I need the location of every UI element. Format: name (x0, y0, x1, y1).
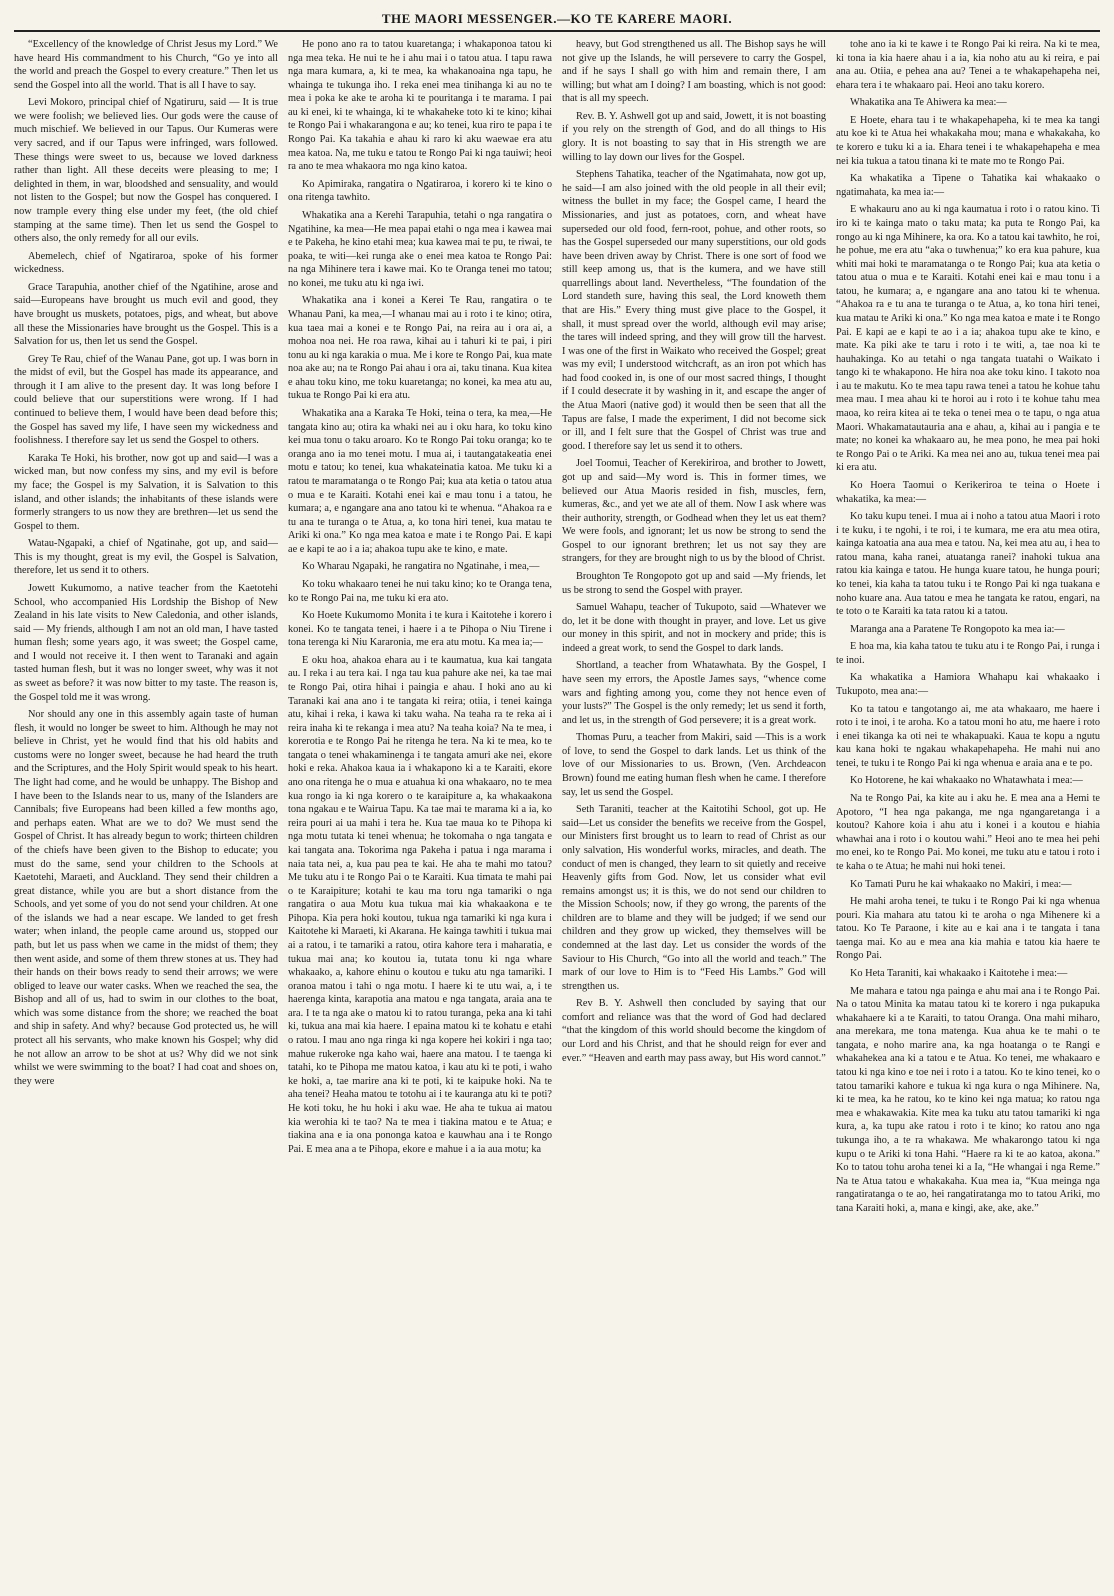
paragraph: Ko ta tatou e tangotango ai, me ata whakaaro, me haere i roto i te inoi, i te aroha. Ko a tatou moni ho atu, me haere i roto i enei tikanga ka oti nei te whakapuaki. Kaua te kopu a ngutu kau kana hoki te ngakau whakapehapeha. He mahi nui ano tenei, te tuku i te Rongo Pai ki nga whenua e araia ana e te po. (836, 703, 1100, 769)
paragraph: He pono ano ra to tatou kuaretanga; i whakaponoa tatou ki nga mea teka. He nui te he i ahu mai i o tatou atua. I tapu rawa nga mara kumara, a, ki te mea, ka whakanoaina nga tapu, he whainga te tukunga iho. I reka enei mea tinihanga ki au no te mea i poka ke ake te aroha ki te pouritanga i te marama. I pai au ki enei, ki te whainga, ki te whakaheke toto ki te kino; kihai te Rongo Pai i whakarangona e au; ko tenei, kua riro te papa i te Rongo Pai. Ka takahia e ahau ki raro ki aku waewae era atu mea katoa. Na, me tuku e tatou te Rongo Pai ki nga tauiwi; heoi ra ano te mea whakaora mo nga kino katoa. (288, 39, 552, 173)
paragraph: Samuel Wahapu, teacher of Tukupoto, said —Whatever we do, let it be done with thought in prayer, and love. Let us give our money in this spirit, and not in mockery and pride; this is indeed a great work, to send the Gospel to dark lands. (562, 602, 826, 654)
paragraph: Na te Rongo Pai, ka kite au i aku he. E mea ana a Hemi te Apotoro, “I hea nga pakanga, me nga ngangaretanga i a koutou? Kahore koia i ahu atu i konei i a koutou e hiahia whawhai ana i roto i o koutou wahi.” Heoi ano te mea hei pehi mo enei, ko te Rongo Pai. Mo konei, me tuku atu e tatou i roto i te kaha o te Atua; he mahi nui hoki tenei. (836, 793, 1100, 872)
paragraph: Joel Toomui, Teacher of Kerekiriroa, and brother to Jowett, got up and said—My word is. This in former times, we believed our Atua Maoris resided in fish, muscles, fern, kumeras, &c., and yet we ate all of them. Now I ask where was their authority, strength, or Godhead when they let us eat them? We were fools, and ignorant; let us now be strong to send the Gospel to our ignorant brethren; let us not say they are strangers, for they are brought nigh to us by the blood of Christ. (562, 458, 826, 565)
columns (14, 38, 1100, 1590)
paragraph: E whakauru ano au ki nga kaumatua i roto i o ratou kino. Ti iro ki te kainga mato o taku mata; ka puta te Rongo Pai, ka rongo au ki nga Mihinere, ka ora. Ko a tatou kai tawhito, he roi, he pohue, me era atu “aka o tuwhenua;” ko era kua pahure, kua whiti mai hoki te maramatanga o te Rongo Pai; kua ata ketia o tatou atua o mua e te Karaiti. Kotahi enei kai e mau tonu i a tatou, he kumara; a, e ngangare ana ano tatou ki te whenua. “Ahakoa ra e tu ana te turanga o te Atua, a, ko tona hiri tenei, kua matau te Ariki ki ona.” Ko nga mea katoa e mate i te Rongo Pai. E kapi ae e kapi te ao i a ia; ahakoa tupu ake te kino, e mate. Ka piki ake te taru i roto i te witi, a, tae noa ki te hauhakinga. Ko au tetahi o nga tangata tuatahi o Waikato i tango ki te whakapono. He hira noa ake toku kino. I takoto noa i au te makutu. Ko te mea tapu rawa tenei a tatou he kohue tahu mea mau. I mea ahau ki te horoi au i roto i te kohue tahu mea maoa, ko reira kitea ai te teka o tenei mea o te tapu, o nga atua Maori. Whakamatautauria ana e ahau, a, kihai au i pangia e te mate; no konei ka whakaaro au, he mea pono, he mea pai hoki te Rongo Pai o te Ariki. Ka mea nei ano au, tukua tenei mea pai ki era atu. (836, 204, 1100, 474)
paragraph: Ko Tamati Puru he kai whakaako no Makiri, i mea:— (850, 878, 1072, 890)
paragraph: Ko Hoera Taomui o Kerikeriroa te teina o Hoete i whakatika, ka mea:— (836, 479, 1100, 505)
paragraph: Levi Mokoro, principal chief of Ngatiruru, said — It is true we were foolish; we believed lies. Our gods were the cause of much mischief. We believed in our Tapus. Our Kumeras were very sacred, and if our Tapus were infringed, wars followed. These things were sweet to us, because we loved darkness rather than light. All these deceits were pleasing to me; I delighted in them, in war, bloodshed and sensuality, and would not listen to the Gospel; but now the Gospel has conquered. I now trample every thing else under my feet, (the old chief stamping at the same time). Then let us send the Gospel to others also, the only remedy for all our evils. (14, 97, 278, 245)
paragraph: heavy, but God strengthened us all. The Bishop says he will not give up the Islands, he will persevere to carry the Gospel, and if he says I shall go with him and remain there, I am willing; but what am I doing? I am boasting, which is not good: that is all my speech. (562, 39, 826, 105)
paragraph: Ko toku whakaaro tenei he nui taku kino; ko te Oranga tena, ko te Rongo Pai na, me tuku ki era ato. (288, 578, 552, 604)
paragraph: Nor should any one in this assembly again taste of human flesh, it would no longer be sweet to him. Although he may not believe in Christ, yet he would find that his old habits and customs were no longer sweet, because he had heard the truth and the Scriptures, and the Holy Spirit would speak to his heart. The light had come, and he would be unhappy. The Bishop and I have been to the Islands near to us, many of the Islanders are Cannibals; five Europeans had been killed a few months ago, and perhaps eaten. What are we to do? We must send the Gospel of Christ. It has already begun to work; thirteen children of the chiefs have been given to the Bishop to educate; you must do the same, send your children to the Schools at Kaetotehi, Maraeti, and Auckland. They send their children a great distance, while you are but a short distance from the Schools, and yet some of you do not send your children. At one of the islands we had a near escape. We landed to get fresh water; when inland, the people came around us, stopped our path, but let us pass when we came in the midst of them; they then went aside, and some of them threw stones at us. They had their hands on their bows ready to send their arrows; we were obliged to leave our water casks. When we reached the sea, the Bishop and all of us, had to swim in our clothes to the boat, which was some distance from the shore; we reached the boat and ship in safety. And why? because God protected us, he will protect all his servants, who make known his Gospel; why did he not allow an arrow to be shot at us? Why did we not sink whilst we were swimming to the boat? I had coat and shoes on, they were (14, 709, 278, 1087)
paragraph: He mahi aroha tenei, te tuku i te Rongo Pai ki nga whenua pouri. Kia mahara atu tatou ki te aroha o nga Mihenere ki a tatou. Ko Te Paraone, i kite au e kai ana i te tangata i tana taenga mai. Ko au e mea ana kia mahia e tatou kia haere te Rongo Pai. (836, 896, 1100, 962)
paragraph: E oku hoa, ahakoa ehara au i te kaumatua, kua kai tangata au. I reka i au tera kai. I nga tau kua pahure ake nei, ka tae mai te Rongo Pai, otira hihai i paingia e ahau. I hoki ano au ki Taranaki kai ana ano i te tangata ki reira; otiia, i tenei kainga atu, kihai i reka, i kawa ki taku waha. Na teaha ra te reka ai i reira inaha ki te rekanga i mea atu? Na teaha koia? Na te mea, i korerotia e te Rongo Pai he ritenga he tera. Na ki te mea, ko te tangata o tenei whakaminenga i te tangata amuri ake nei, ekore hoki e reka. Ahakoa kaua ia i whakapono ki a te Karaiti, ekore ano ona ritenga he o mua e atuahua ki ona whakaaro, no te mea kua rongo ia ki nga korero o te karaipiture a, ka whakaakona tona ngakau e te Wairua Tapu. Ka tae mai te marama ki a ia, ko reira pouri ai ua mahi i tera he. Kua tae maua ko te Pihopa ki nga motu tutata ki tenei whenua; he tokomaha o nga tangata e kai tangata ana. Tokorima nga Pakeha i patua i nga marama i naia tata nei, a, kua pau pea te kai. He aha te mahi mo tatou? Me tuku atu i te Rongo Pai o te Karaiti. Kua timata te mahi pai o te Karaipiture; kotahi te kau ma toru nga tamariki o nga rangatira o aua Motu kua tukua mai kia whakaakona e te Pihopa. Kia pera hoki koutou, tukua nga tamariki ki nga kura i Kaitotehe ki Maraeti, ki Akarana. He kainga tawhiti i tukua mai ai a ratou, i te tamariki a ratou, otira kahore tera i maharatia, e tukua mai ana; ko koutou ia, tutata tonu ki nga whare whakaako, a, kahore ehinu o koutou e tuku atu nga tamariki. I oranoa matou i tahi o nga motu. I haere ki te utu wai, a, i te haerenga kinta, karapotia ana matou e nga tangata, araia ana te ara. I te ta nga ake o matou ki to ratou turanga, peka ana ki tahi ki, tukua ana mai kia haere. I epaina matou ki te kohatu e etahi o ratou. I mau ano nga ringa ki nga kopere hei kokiri i nga tao; mahue rukeroke nga kaho wai, haere ana matou. I te taenga ki tatahi, ko te Pihopa me matou katoa, i kau atu ki te poti, i waho ke hoki, a, tae marire ana ki te poti, ki te kaipuke hoki. Na te aha tenei? Heaha matou te totohu ai i te kauranga atu ki te poti? He koti toku, he hu hoki i aku wae. He aha te tukua ai matou kia werohia ki te tao? Na te mea i tiakina matou e te Atua; e tiakina ana e ia ona pononga katoa e kauwhau ana i te Rongo Pai. E mea ana a te Pihopa, ekore e mahue i a ia aua motu; ka (288, 654, 552, 1155)
paragraph: Karaka Te Hoki, his brother, now got up and said—I was a wicked man, but now confess my sins, and my evil is before my face; the Gospel is my Salvation, it is Salvation to this island, and other islands; the inhabitants of these islands were formerly strangers to us now they are brethren—let us send the Gospel to them. (14, 452, 278, 532)
paragraph: Broughton Te Rongopoto got up and said —My friends, let us be strong to send the Gospel with prayer. (562, 570, 826, 596)
paragraph: Whakatika ana i konei a Kerei Te Rau, rangatira o te Whanau Pani, ka mea,—I whanau mai au i roto i te kino; otira, kua taea mai a konei e te Rongo Pai, na reira au i ora ai, a mohoa noa nei. He roa rawa, kihai au i tahuri ki te pai, i piri tonu au ki nga karakia o mua. Me i kore te Rongo Pai, kua mate noa ake au; na te Rongo Pai ahau i ora ai, taku tinana. Kua kitea e ahau toku kino, me toku kuaretanga; no konei, ka mea atu au, tukua te Rongo Pai ki era atu. (288, 295, 552, 402)
paragraph: Abemelech, chief of Ngatiraroa, spoke of his former wickedness. (14, 250, 278, 276)
paragraph: Watau-Ngapaki, a chief of Ngatinahe, got up, and said—This is my thought, great is my evil, the Gospel is Salvation, therefore, let us send it to others. (14, 538, 278, 577)
paragraph: Grey Te Rau, chief of the Wanau Pane, got up. I was born in the midst of evil, but the Gospel has made its appearance, and through it I am alive to the present day. It was long before I could believe that our superstitions were wrong. If I had continued to believe them, I would have been dead before this; the Gospel has saved my life, I have seen my wickedness and foolishness. I therefore say let us send the Gospel to others. (14, 353, 278, 447)
paragraph: Grace Tarapuhia, another chief of the Ngatihine, arose and said—Europeans have brought us much evil and good, they have brought us muskets, potatoes, pigs, and wheat, but above all these the Missionaries have brought us the Gospel. This is a Salvation for us, then let us send the Gospel. (14, 281, 278, 348)
paragraph: Ka whakatika a Tipene o Tahatika kai whakaako o ngatimahata, ka mea ia:— (836, 173, 1100, 198)
paragraph: Rev B. Y. Ashwell then concluded by saying that our comfort and reliance was that the word of God had declared “that the kingdom of this world should become the kingdom of our Lord and his Christ, and that he should reign for ever and ever.” “Heaven and earth may pass away, but His word cannot.” (562, 998, 826, 1064)
column-3 (562, 38, 826, 1590)
page-header: THE MAORI MESSENGER.—KO TE KARERE MAORI. (381, 11, 733, 26)
paragraph: Whakatika ana a Karaka Te Hoki, teina o tera, ka mea,—He tangata kino au; otira ka whaki nei au i oku hara, ko toku kino kei mua tonu o taku aroaro. Ko te Rongo Pai toku oranga; ko te oranga ano ia mo tenei motu. I mua ai, i tautangatakeatia enei motu e tatou; ko tenei, kua whakateinatia katoa. Me tuku ki a ratou te maramatanga o te Rongo Pai; kua ata ketia o tatou atua o mua e te Karaiti. Kotahi enei kai e mau tonu i a tatou, he kumara; a, e ngangare ana ano tatou ki te whenua. “Ahakoa ra e tu ana te turanga o te Atua, a, ko tona hiri tenei, kua matau te Ariki ki ona.” Ko nga mea katoa e mate i te Rongo Pai. E kapi ae e kapi te ao i a ia; ahakoa tupu ake te kino, e mate. (288, 408, 552, 555)
paragraph: Whakatika ana a Kerehi Tarapuhia, tetahi o nga rangatira o Ngatihine, ka mea—He mea papai etahi o nga mea i kawea mai e te Pakeha, he kino etahi mea; kua kawea mai te pu, te riwai, te poaka, te witi—kei runga ake o enei mea katoa te Rongo Pai: na nga Mihinere tera i kawe mai. Ko te Oranga tenei mo tatou; no konei, me tuku atu ki nga iwi. (288, 209, 552, 289)
paragraph: Stephens Tahatika, teacher of the Ngatimahata, now got up, he said—I am also joined with the old people in all their evil; witness the bullet in my face; the Gospel came, I heard the Missionaries, and just as potatoes, corn, and wheat have superseded our old food, fern-root, pohue, and other roots, so has the Gospel superseded our many superstitions, our old gods have been driven away by Christ. There is one sort of food we still keep among us, that is the kumera, and we have still quarrellings about land. Nevertheless, “The foundation of the Lord standeth sure, having this seal, the Lord knoweth them that are His.” Every thing must give place to the Gospel, it shall, it must spread over the world, although evil may arise; the tares will indeed spring, and they will grow till the harvest. I was one of the first in Waikato who received the Gospel; great was my evil; I understood witchcraft, as an iron pot which has had food cooked in, is one of our most sacred things, I thought if I could desecrate it by washing in it, and escape the anger of the Atua Maori (native god) it would then be seen that all the Tapus are false, I made the experiment, I did not become sick or ill, and I felt sure that the Gospel of Christ was true and good. I therefore say let us send it to others. (562, 169, 826, 452)
paragraph: Shortland, a teacher from Whatawhata. By the Gospel, I have seen my errors, the Apostle James says, “whence come wars and fighting among you, come they not hence even of your lusts?” The Gospel is the only remedy; let us send it forth, and let us, in the strength of God persevere; it is a great work. (562, 660, 826, 726)
paragraph: Rev. B. Y. Ashwell got up and said, Jowett, it is not boasting if you rely on the strength of God, and do all things to His glory. It is not boasting to say that in His strength we are willing to lay down our lives for the Gospel. (562, 110, 826, 163)
paragraph: E Hoete, ehara tau i te whakapehapeha, ki te mea ka tangi atu koe ki te Atua hei whakakaha mou; mana e whakakaha, ko te korero e tuku ki a ia. Ehara tenei i te whakapehapeha e mea nei kia tukua a tatou tinana ki te mate mo te Rongo Pai. (836, 114, 1100, 167)
paragraph: Me mahara e tatou nga painga e ahu mai ana i te Rongo Pai. Na o tatou Minita ka matau tatou ki te korero i nga pukapuka whakahaere ki a te Karaiti, to tatou Oranga. Ona mahi miharo, ana merekara, me tona matenga. Kua ahua ke te mahi o te tangata, e noho marire ana, ka nga hoatanga o te Rangi e whakahekea ana ki a tatou e te Atua. Ko tenei, me whakaaro e tatou ki nga kino e toe nei i roto i a tatou. Ko te kino tenei, ko o tatou tamariki kahore e tukua ki nga kura o nga Mihinere. Na, ki te mea, ka he ratou, ko te kino kei nga matua; ko ratou nga mea e whakawakia. Kite mea ka tuku atu tatou tamariki ki nga kura, a, ka tupu ake ratou i roto i te kino; ko ratou ano nga tukunga iho, a te ra whakawa. Me whakarongo tatou ki nga kupu o te Ariki ki tona Hahi. “Haere ra ki te ao katoa, akona.” Ko to tatou tohu aroha tenei ki a Ia, “He whangai i nga Reme.” Na te Atua tatou e whakakaha. Kua mea ia, “Kua meinga nga rangatiratanga o te ao, hei rangatiratanga mo to tatou Ariki, mo tana Karaiti hoki, a, mana e kingi, ake, ake, ake.” (836, 985, 1100, 1214)
paragraph: Ko Heta Taraniti, kai whakaako i Kaitotehe i mea:— (850, 968, 1068, 979)
paragraph: Ko Wharau Ngapaki, he rangatira no Ngatinahe, i mea,— (302, 561, 540, 573)
paragraph: Seth Taraniti, teacher at the Kaitotihi School, got up. He said—Let us consider the benefits we receive from the Gospel, our Ministers first brought us to learn to read of Christ as our only salvation, His wonderful works, miracles, and death. The conduct of men is changed, they learn to sit quietly and receive Heavenly gifts from God. Now, let us consider what evil remains amongst us; it is this, we do not send our children to the Mission Schools; now, if they go wrong, the parents of the children are to blame and they will be judged; if we send our children and they grow up wicked, they themselves will be condemned at the last day. Let us consider the words of the Saviour to His Church, “Go into all the world and teach.” The mark of our love to Him is to “Feed His Lambs.” God will strengthen us. (562, 804, 826, 992)
paragraph: Ko taku kupu tenei. I mua ai i noho a tatou atua Maori i roto i te kuku, i te ngohi, i te roi, i te kumara, me era atu mea otira, kainga katoatia ana aua mea e tatou. Na, kei mea atu au, i hea to ratou mana, kaha ranei, atuatanga ranei? inahoki tukua ana ratou kia kainga e tatou. He hunga kuare tatou, he hunga pouri; ko tenei, kia kaha ta tatou tuku i te Rongo Pai ki nga tuakana e noho kuare ana. Aua tatou e mea he tangata ke ratou, engari, na te toto o te Karaiti ka tata ratou ki a tatou. (836, 511, 1100, 618)
paragraph: Ko Apimiraka, rangatira o Ngatiraroa, i korero ki te kino o ona ritenga tawhito. (288, 178, 552, 204)
paragraph: Maranga ana a Paratene Te Rongopoto ka mea ia:— (850, 623, 1065, 635)
column-2 (288, 38, 552, 1590)
header-rule (14, 30, 1100, 32)
paragraph: Whakatika ana Te Ahiwera ka mea:— (850, 97, 1007, 109)
paragraph: Ka whakatika a Hamiora Whahapu kai whakaako i Tukupoto, mea ana:— (836, 672, 1100, 698)
paragraph: Jowett Kukumomo, a native teacher from the Kaetotehi School, who accompanied His Lordship the Bishop of New Zealand in his late visits to New Caledonia, and other islands, said — My friends, although I am not an old man, I have tasted human flesh; some years ago, it was sweet; the Gospel came, and I would not receive it. I then went to Taranaki and again tasted human flesh, but it was no longer sweet, why was it not as sweet as before? it was now bitter to my taste. The reason is, the Gospel told me it was wrong. (14, 582, 278, 703)
paragraph: Ko Hotorene, he kai whakaako no Whatawhata i mea:— (850, 775, 1083, 787)
paragraph: tohe ano ia ki te kawe i te Rongo Pai ki reira. Na ki te mea, ki tona ia kia haere ahau i a ia, kia noho atu au ki reira, e pai ana au. Otiia, e pehea ana au? Tenei a te whakapehapeha nei, ehara tera i te whakaaro pai. Heoi ano taku korero. (836, 39, 1100, 91)
column-1 (14, 38, 278, 1590)
paragraph: Ko Hoete Kukumomo Monita i te kura i Kaitotehe i korero i konei. Ko te tangata tenei, i haere i a te Pihopa o Niu Tirene i tona terenga ki Niu Kararonia, me era atu motu. Ka mea ia;— (288, 610, 552, 649)
paragraph: E hoa ma, kia kaha tatou te tuku atu i te Rongo Pai, i runga i te inoi. (836, 641, 1100, 666)
paragraph: “Excellency of the knowledge of Christ Jesus my Lord.” We have heard His commandment to his Church, “Go ye into all the world and preach the Gospel to every creature.” Then let us send the Gospel into all the world. That is all I have to say. (14, 39, 278, 91)
column-4 (836, 38, 1100, 1590)
paragraph: Thomas Puru, a teacher from Makiri, said —This is a work of love, to send the Gospel to dark lands. Let us think of the love of our Missionaries to us. Brown, (Ven. Archdeacon Brown) found me eating human flesh when he came. I therefore say, let us send the Gospel. (562, 732, 826, 798)
